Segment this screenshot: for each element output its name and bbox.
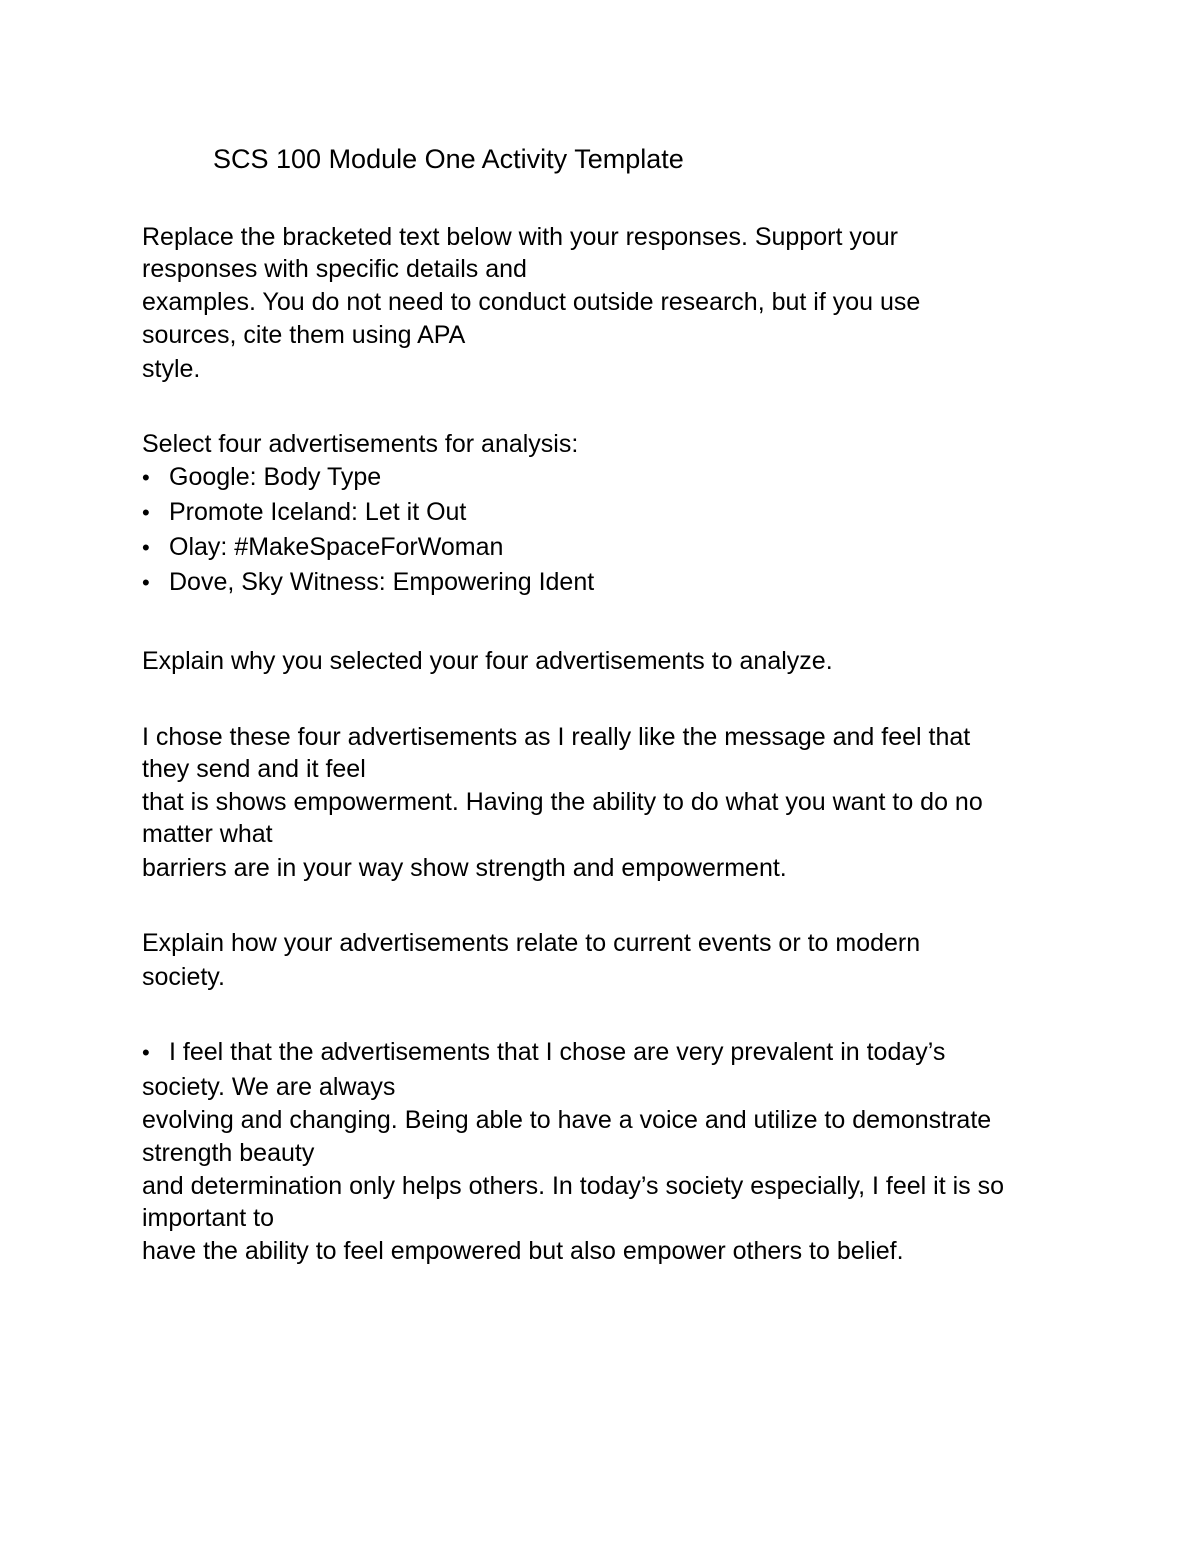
instructions-line: style. [142, 355, 201, 383]
answer-2-line: society. We are always [142, 1073, 396, 1101]
instructions-line: responses with specific details and [142, 255, 527, 283]
bullet-icon: • [142, 465, 150, 490]
question-2-line: society. [142, 963, 225, 991]
bullet-icon: • [142, 535, 150, 560]
answer-2-line: and determination only helps others. In today’s society especially, I feel it is so [142, 1172, 1005, 1200]
list-item [142, 497, 466, 528]
answer-2-text: I feel that the advertisements that I chose are very prevalent in today’s [169, 1038, 946, 1066]
answer-1-line: barriers are in your way show strength and empowerment. [142, 854, 787, 882]
advertisement-label: Promote Iceland: Let it Out [169, 498, 467, 526]
answer-1-line: matter what [142, 820, 273, 848]
list-item [142, 462, 381, 493]
answer-1-line: that is shows empowerment. Having the ability to do what you want to do no [142, 788, 983, 816]
answer-2-line: have the ability to feel empowered but also empower others to belief. [142, 1237, 904, 1265]
question-1: Explain why you selected your four advertisements to analyze. [142, 647, 833, 675]
select-prompt: Select four advertisements for analysis: [142, 430, 579, 458]
bullet-icon: • [142, 500, 150, 525]
answer-2-line: evolving and changing. Being able to have a voice and utilize to demonstrate [142, 1106, 992, 1134]
answer-2-line: strength beauty [142, 1139, 315, 1167]
answer-2-first-line [142, 1037, 945, 1068]
instructions-line: Replace the bracketed text below with your responses. Support your [142, 223, 898, 251]
instructions-line: sources, cite them using APA [142, 321, 466, 349]
instructions-line: examples. You do not need to conduct outside research, but if you use [142, 288, 921, 316]
answer-1-line: they send and it feel [142, 755, 366, 783]
advertisement-label: Olay: #MakeSpaceForWoman [169, 533, 504, 561]
advertisement-label: Google: Body Type [169, 463, 382, 491]
answer-2-line: important to [142, 1204, 275, 1232]
list-item [142, 532, 503, 563]
document-title: SCS 100 Module One Activity Template [213, 144, 684, 174]
advertisement-label: Dove, Sky Witness: Empowering Ident [169, 568, 595, 596]
answer-1-line: I chose these four advertisements as I really like the message and feel that [142, 723, 971, 751]
bullet-icon: • [142, 570, 150, 595]
list-item [142, 567, 594, 598]
question-2-line: Explain how your advertisements relate to current events or to modern [142, 929, 921, 957]
bullet-icon: • [142, 1040, 150, 1065]
